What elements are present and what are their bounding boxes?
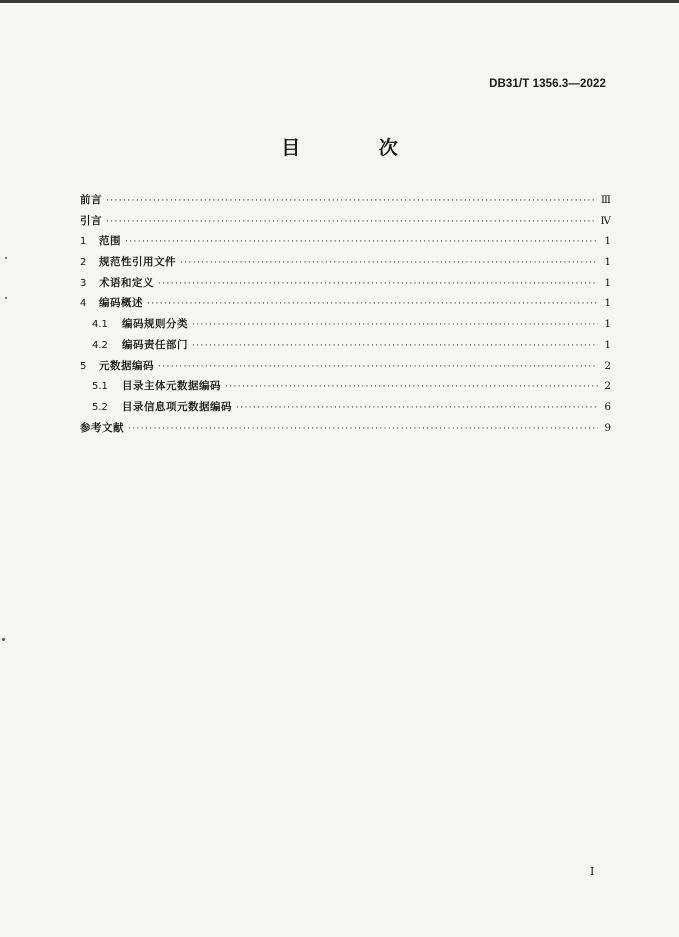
scan-speck xyxy=(2,638,5,641)
toc-entry-page: 2 xyxy=(604,359,611,372)
toc-title: 目 次 xyxy=(281,137,434,159)
toc-entry-number: 5.1 xyxy=(92,381,108,393)
toc-entry-number: 5.2 xyxy=(92,401,108,413)
dot-leader xyxy=(128,424,598,434)
toc-entry-label: 参考文献 xyxy=(80,421,124,434)
toc-entry-coding-rule-classification[interactable] xyxy=(80,316,611,337)
toc-entry-page: 1 xyxy=(604,235,611,248)
toc-entry-label: 编码规则分类 xyxy=(122,318,188,331)
toc-entry-catalog-item-metadata[interactable] xyxy=(80,399,611,420)
toc-entry-page: 1 xyxy=(604,256,611,269)
toc-entry-normative-references[interactable] xyxy=(80,254,611,275)
toc-entry-page: 1 xyxy=(604,297,611,310)
toc-entry-label: 目录主体元数据编码 xyxy=(122,380,221,393)
toc-entry-page: 1 xyxy=(604,338,611,351)
toc-entry-number: 5 xyxy=(80,360,87,372)
dot-leader xyxy=(106,217,597,227)
toc-entry-label: 编码责任部门 xyxy=(122,338,188,351)
toc-entry-page: 1 xyxy=(604,318,611,331)
dot-leader xyxy=(180,258,598,268)
toc-entry-number: 3 xyxy=(80,277,87,289)
toc-entry-page: 2 xyxy=(604,380,611,393)
toc-entry-label: 元数据编码 xyxy=(99,359,154,372)
toc-entry-label: 引言 xyxy=(80,214,102,227)
toc-entry-introduction[interactable] xyxy=(80,213,611,234)
toc-entry-page: Ⅳ xyxy=(600,214,611,227)
dot-leader xyxy=(158,362,598,372)
toc-entry-number: 4.2 xyxy=(92,339,108,351)
toc-entry-number: 1 xyxy=(80,236,87,248)
dot-leader xyxy=(106,196,597,206)
top-border-rule xyxy=(0,0,679,3)
dot-leader xyxy=(192,320,598,330)
table-of-contents xyxy=(80,192,611,440)
toc-entry-page: Ⅲ xyxy=(600,194,611,206)
standard-number: DB31/T 1356.3—2022 xyxy=(489,78,606,90)
toc-entry-scope[interactable] xyxy=(80,233,611,254)
toc-entry-number: 4 xyxy=(80,298,87,310)
toc-entry-label: 范围 xyxy=(99,235,121,248)
toc-entry-coding-overview[interactable] xyxy=(80,295,611,316)
toc-entry-bibliography[interactable] xyxy=(80,420,611,441)
toc-entry-foreword[interactable] xyxy=(80,192,611,213)
scan-speck xyxy=(5,257,7,259)
toc-entry-page: 9 xyxy=(604,421,611,434)
toc-entry-page: 1 xyxy=(604,276,611,289)
toc-entry-catalog-subject-metadata[interactable] xyxy=(80,378,611,399)
dot-leader xyxy=(192,341,598,351)
dot-leader xyxy=(147,299,598,309)
toc-entry-coding-responsible-department[interactable] xyxy=(80,337,611,358)
scan-speck xyxy=(5,297,7,299)
toc-entry-page: 6 xyxy=(604,400,611,413)
toc-entry-number: 4.1 xyxy=(92,319,108,331)
dot-leader xyxy=(225,382,598,392)
toc-entry-label: 规范性引用文件 xyxy=(99,256,176,269)
dot-leader xyxy=(125,237,598,247)
toc-entry-label: 目录信息项元数据编码 xyxy=(122,400,232,413)
toc-entry-label: 编码概述 xyxy=(99,297,143,310)
toc-entry-number: 2 xyxy=(80,257,87,269)
toc-entry-label: 前言 xyxy=(80,194,102,206)
page-folio: Ⅰ xyxy=(590,865,595,878)
toc-entry-metadata-coding[interactable] xyxy=(80,358,611,379)
dot-leader xyxy=(158,279,598,289)
toc-entry-label: 术语和定义 xyxy=(99,276,154,289)
dot-leader xyxy=(236,403,598,413)
toc-entry-terms-definitions[interactable] xyxy=(80,275,611,296)
